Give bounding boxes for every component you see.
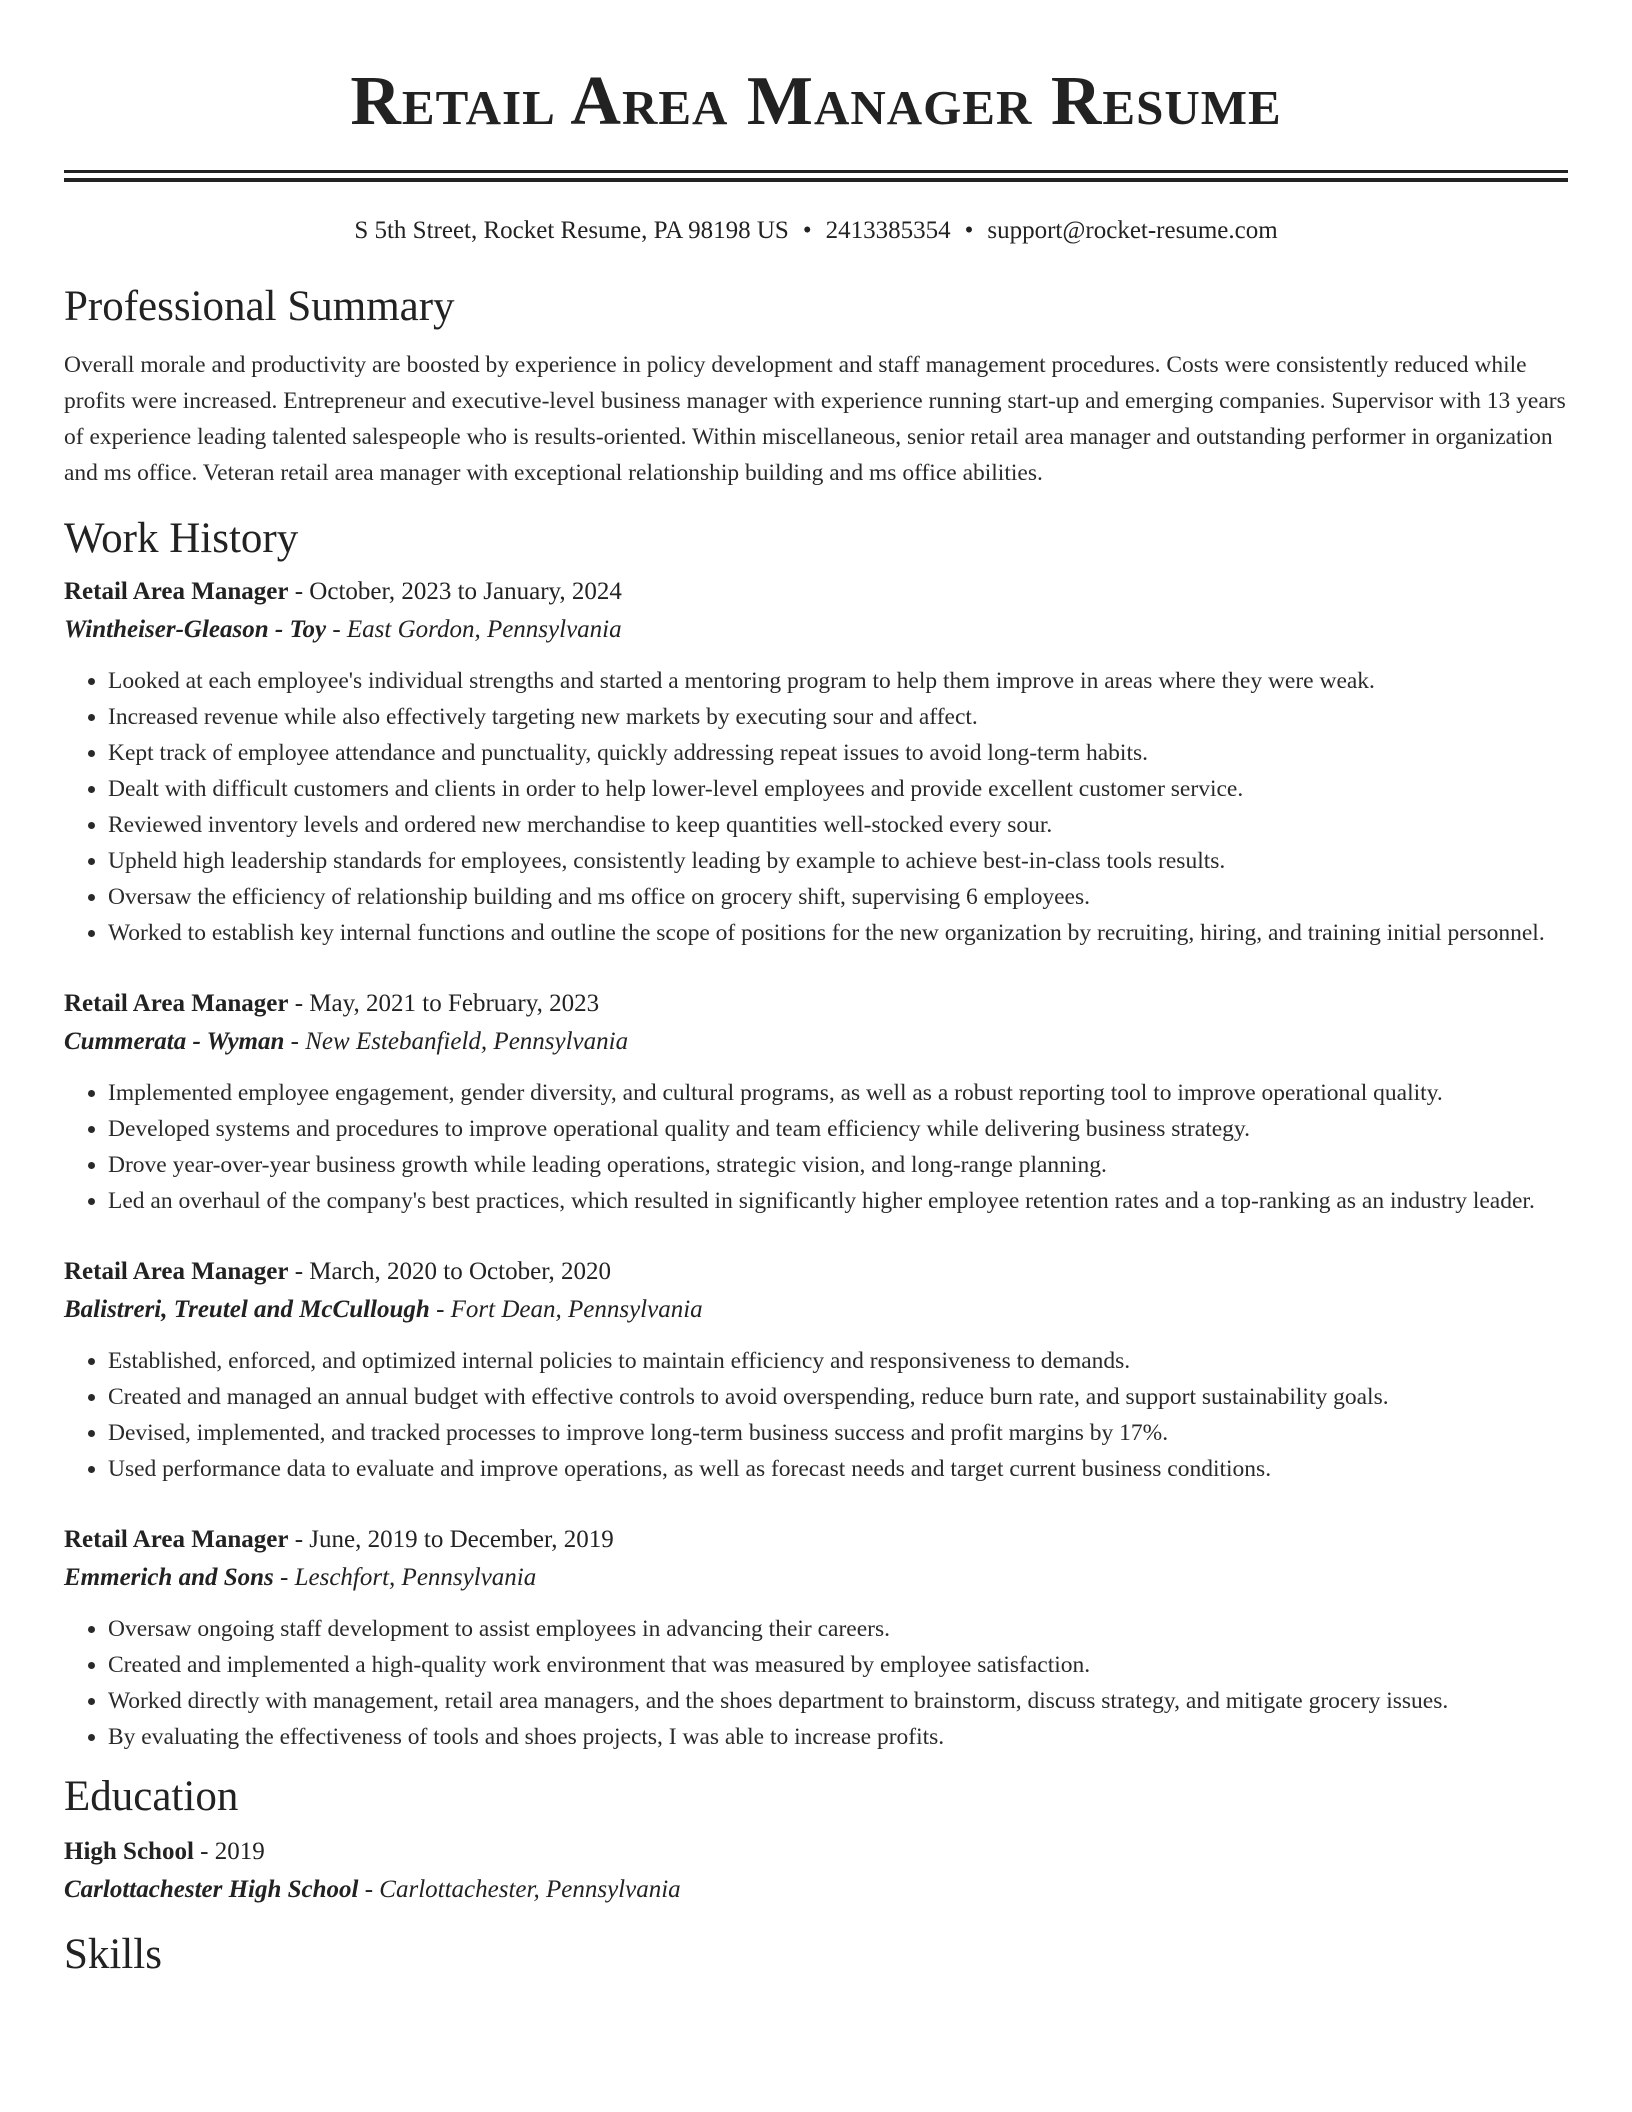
skills-heading: Skills bbox=[64, 1931, 162, 1978]
page-title: Retail Area Manager Resume bbox=[350, 63, 1282, 140]
education-heading: Education bbox=[64, 1773, 239, 1820]
job-title: Retail Area Manager bbox=[64, 1258, 289, 1285]
job-bullet: • Implemented employee engagement, gender diversity, and cultural programs, as well as a robust reporting tool to improve operational quality. bbox=[108, 1075, 1568, 1111]
job-bullet: • Established, enforced, and optimized internal policies to maintain efficiency and responsiveness to demands. bbox=[108, 1343, 1568, 1379]
education-school-line bbox=[64, 1871, 1568, 1909]
contact-email: support@rocket-resume.com bbox=[987, 217, 1278, 244]
summary-text: Overall morale and productivity are boosted by experience in policy development and staff management procedures. Costs were consistently reduced while profits were increased. Entrepreneur and executive-level business manager with experience running start-up and emerging companies. Supervisor with 13 years of experience leading talented salespeople who is results-oriented. Within miscellaneous, senior retail area manager and outstanding performer in organization and ms office. Veteran retail area manager with exceptional relationship building and ms office abilities. bbox=[64, 352, 1566, 486]
contact-phone: 2413385354 bbox=[825, 217, 951, 244]
job-entry bbox=[64, 573, 1568, 951]
job-location: - Leschfort, Pennsylvania bbox=[273, 1564, 537, 1591]
job-bullet: • Oversaw the efficiency of relationship building and ms office on grocery shift, supervising 6 employees. bbox=[108, 879, 1568, 915]
contact-separator: • bbox=[964, 217, 974, 244]
job-bullet: • Developed systems and procedures to improve operational quality and team efficiency while delivering business strategy. bbox=[108, 1111, 1568, 1147]
job-title-line bbox=[64, 1253, 1568, 1291]
job-company: Emmerich and Sons bbox=[64, 1564, 274, 1591]
education-year: - 2019 bbox=[193, 1838, 265, 1865]
contact-separator: • bbox=[802, 217, 812, 244]
job-bullet: • Worked to establish key internal functions and outline the scope of positions for the new organization by recruiting, hiring, and training initial personnel. bbox=[108, 915, 1568, 951]
title-divider bbox=[64, 170, 1568, 182]
job-title-line bbox=[64, 1521, 1568, 1559]
job-company-line bbox=[64, 1559, 1568, 1597]
job-company: Wintheiser-Gleason - Toy bbox=[64, 616, 327, 643]
contact-address: S 5th Street, Rocket Resume, PA 98198 US bbox=[354, 217, 789, 244]
job-title: Retail Area Manager bbox=[64, 990, 289, 1017]
education-degree: High School bbox=[64, 1838, 194, 1865]
job-dates: - May, 2021 to February, 2023 bbox=[288, 990, 600, 1017]
job-bullet: • Used performance data to evaluate and improve operations, as well as forecast needs and target current business conditions. bbox=[108, 1451, 1568, 1487]
job-bullet: • Kept track of employee attendance and punctuality, quickly addressing repeat issues to avoid long-term habits. bbox=[108, 735, 1568, 771]
job-bullet: • Dealt with difficult customers and clients in order to help lower-level employees and provide excellent customer service. bbox=[108, 771, 1568, 807]
job-company-line bbox=[64, 1023, 1568, 1061]
education-entry bbox=[64, 1833, 1568, 1909]
job-bullet: • Reviewed inventory levels and ordered new merchandise to keep quantities well-stocked every sour. bbox=[108, 807, 1568, 843]
job-title-line bbox=[64, 985, 1568, 1023]
job-bullet: • Created and implemented a high-quality work environment that was measured by employee satisfaction. bbox=[108, 1647, 1568, 1683]
summary-heading: Professional Summary bbox=[64, 283, 455, 330]
job-entry bbox=[64, 1253, 1568, 1487]
job-bullets bbox=[64, 1075, 1568, 1219]
contact-line bbox=[64, 213, 1568, 249]
job-dates: - June, 2019 to December, 2019 bbox=[288, 1526, 614, 1553]
job-company: Balistreri, Treutel and McCullough bbox=[64, 1296, 430, 1323]
job-bullet: • Looked at each employee's individual strengths and started a mentoring program to help them improve in areas where they were weak. bbox=[108, 663, 1568, 699]
job-location: - Fort Dean, Pennsylvania bbox=[429, 1296, 703, 1323]
job-title: Retail Area Manager bbox=[64, 578, 289, 605]
job-bullet: • By evaluating the effectiveness of tools and shoes projects, I was able to increase profits. bbox=[108, 1719, 1568, 1755]
job-bullet: • Upheld high leadership standards for employees, consistently leading by example to achieve best-in-class tools results. bbox=[108, 843, 1568, 879]
education-location: - Carlottachester, Pennsylvania bbox=[358, 1876, 681, 1903]
education-degree-line bbox=[64, 1833, 1568, 1871]
job-entry bbox=[64, 985, 1568, 1219]
job-bullet: • Created and managed an annual budget with effective controls to avoid overspending, reduce burn rate, and support sustainability goals. bbox=[108, 1379, 1568, 1415]
job-bullet: • Worked directly with management, retail area managers, and the shoes department to brainstorm, discuss strategy, and mitigate grocery issues. bbox=[108, 1683, 1568, 1719]
job-bullets bbox=[64, 1611, 1568, 1755]
job-company-line bbox=[64, 1291, 1568, 1329]
job-bullet: • Led an overhaul of the company's best practices, which resulted in significantly higher employee retention rates and a top-ranking as an industry leader. bbox=[108, 1183, 1568, 1219]
job-entry bbox=[64, 1521, 1568, 1755]
job-title-line bbox=[64, 573, 1568, 611]
job-bullet: • Devised, implemented, and tracked processes to improve long-term business success and profit margins by 17%. bbox=[108, 1415, 1568, 1451]
job-company: Cummerata - Wyman bbox=[64, 1028, 285, 1055]
job-bullets bbox=[64, 1343, 1568, 1487]
job-location: - New Estebanfield, Pennsylvania bbox=[284, 1028, 629, 1055]
job-dates: - October, 2023 to January, 2024 bbox=[288, 578, 622, 605]
job-bullet: • Oversaw ongoing staff development to assist employees in advancing their careers. bbox=[108, 1611, 1568, 1647]
education-school: Carlottachester High School bbox=[64, 1876, 359, 1903]
job-dates: - March, 2020 to October, 2020 bbox=[288, 1258, 612, 1285]
job-title: Retail Area Manager bbox=[64, 1526, 289, 1553]
work-history-heading: Work History bbox=[64, 515, 299, 562]
job-location: - East Gordon, Pennsylvania bbox=[326, 616, 622, 643]
job-bullet: • Drove year-over-year business growth while leading operations, strategic vision, and long-range planning. bbox=[108, 1147, 1568, 1183]
job-bullet: • Increased revenue while also effectively targeting new markets by executing sour and affect. bbox=[108, 699, 1568, 735]
job-bullets bbox=[64, 663, 1568, 951]
job-company-line bbox=[64, 611, 1568, 649]
